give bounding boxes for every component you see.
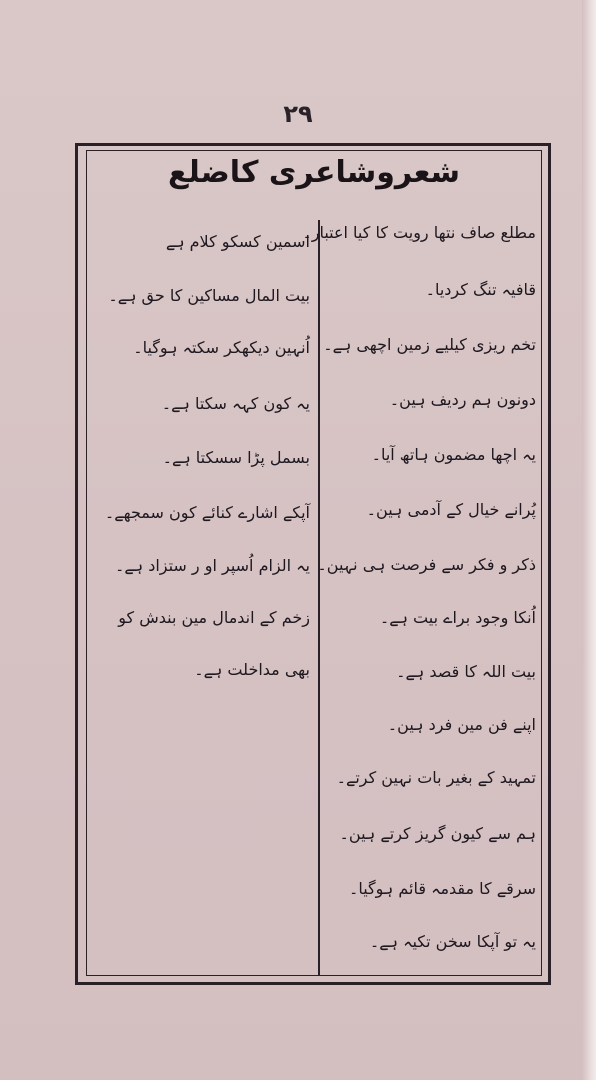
page-number: ۲۹ [283,100,313,128]
page-edge [582,0,596,1080]
page-heading: شعروشاعری کاضلع [167,155,461,190]
right-line: اپنے فن مین فرد ہین۔ [387,715,536,734]
right-line: اُنکا وجود براے بیت ہے۔ [379,608,536,627]
right-line: مطلع صاف نتھا رویت کا کیا اعتبار۔ [302,223,536,242]
right-line: تخم ریزی کیلیے زمین اچھی ہے۔ [323,335,536,354]
left-line: اُنہین دیکھکر سکتہ ہوگیا۔ [133,338,310,357]
right-line: بیت اللہ کا قصد ہے۔ [396,662,536,681]
right-line: ذکر و فکر سے فرصت ہی نہین۔ [317,555,536,574]
left-line: یہ کون کہہ سکتا ہے۔ [161,394,310,413]
right-line: قافیہ تنگ کردیا۔ [425,280,536,299]
right-line: پُرانے خیال کے آدمی ہین۔ [366,500,536,519]
right-line: سرقے کا مقدمہ قائم ہوگیا۔ [348,879,536,898]
left-line: اسمین کسکو کلام ہے [165,232,310,251]
right-line: یہ اچھا مضمون ہاتھ آیا۔ [371,445,536,464]
column-divider [318,220,320,976]
right-line: تمہید کے بغیر بات نہین کرتے۔ [336,768,536,787]
right-line: دونون ہم ردیف ہین۔ [389,390,536,409]
right-line: یہ تو آپکا سخن تکیہ ہے۔ [369,932,536,951]
left-line: بھی مداخلت ہے۔ [194,660,310,679]
left-line: آپکے اشارے کنائے کون سمجھے۔ [104,503,310,522]
left-line: بسمل پڑا سسکتا ہے۔ [162,448,310,467]
left-line: زخم کے اندمال مین بندش کو [118,608,310,627]
left-line: بیت المال مساکین کا حق ہے۔ [108,286,310,305]
left-line: یہ الزام اُسپر او ر ستزاد ہے۔ [114,556,310,575]
right-line: ہم سے کیون گریز کرتے ہین۔ [339,824,536,843]
